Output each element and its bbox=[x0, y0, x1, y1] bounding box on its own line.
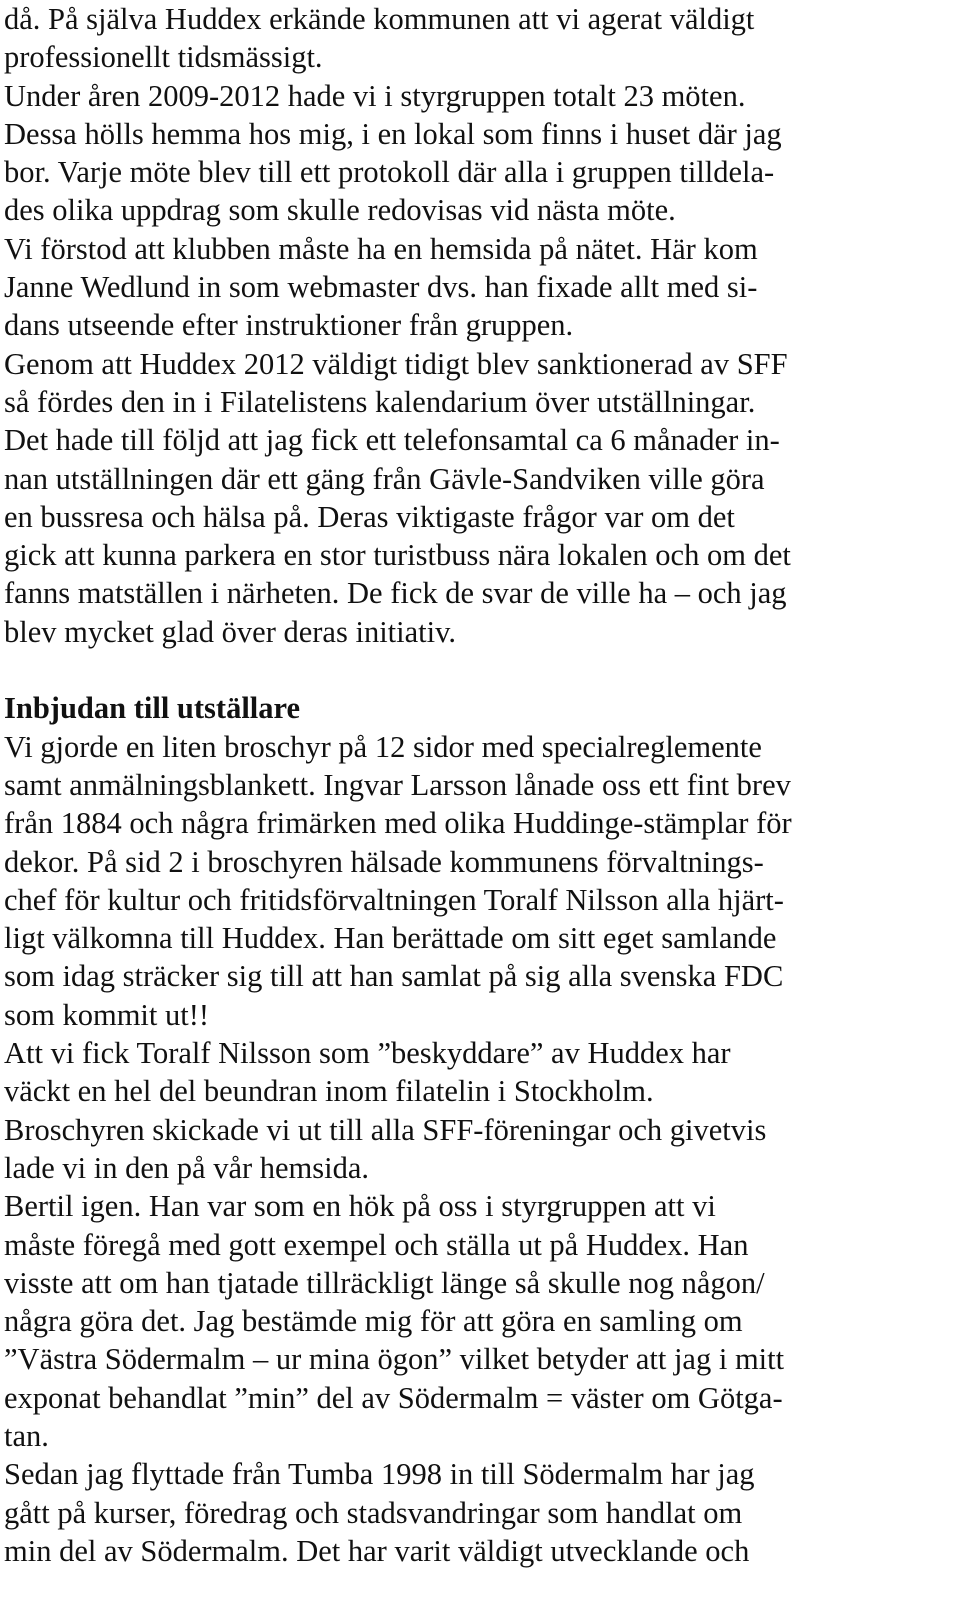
text-line: som idag sträcker sig till att han samlat på sig alla svenska FDC bbox=[4, 959, 784, 994]
text-line: Genom att Huddex 2012 väldigt tidigt blev sanktionerad av SFF bbox=[4, 346, 788, 381]
text-line: samt anmälningsblankett. Ingvar Larsson lånade oss ett fint brev bbox=[4, 767, 791, 802]
text-line: gått på kurser, föredrag och stadsvandringar som handlat om bbox=[4, 1495, 743, 1530]
text-line: då. På själva Huddex erkände kommunen att vi agerat väldigt bbox=[4, 2, 755, 36]
text-line: väckt en hel del beundran inom filatelin i Stockholm. bbox=[4, 1074, 654, 1109]
text-line: några göra det. Jag bestämde mig för att göra en samling om bbox=[4, 1304, 743, 1339]
text-line: dans utseende efter instruktioner från gruppen. bbox=[4, 308, 574, 343]
paragraph-intro bbox=[4, 0, 954, 651]
text-line: visste att om han tjatade tillräckligt länge så skulle nog någon/ bbox=[4, 1265, 765, 1300]
text-line: Vi gjorde en liten broschyr på 12 sidor med specialreglemente bbox=[4, 729, 762, 764]
text-line: måste föregå med gott exempel och ställa ut på Huddex. Han bbox=[4, 1227, 749, 1262]
text-line: som kommit ut!! bbox=[4, 997, 210, 1032]
text-line: Att vi fick Toralf Nilsson som ”beskyddare” av Huddex har bbox=[4, 1036, 731, 1071]
text-line: Dessa hölls hemma hos mig, i en lokal som finns i huset där jag bbox=[4, 116, 782, 151]
text-line: fanns matställen i närheten. De fick de svar de ville ha – och jag bbox=[4, 576, 787, 611]
text-line: gick att kunna parkera en stor turistbuss nära lokalen och om det bbox=[4, 538, 791, 573]
text-line: ”Västra Södermalm – ur mina ögon” vilket betyder att jag i mitt bbox=[4, 1342, 785, 1377]
document-page bbox=[4, 0, 954, 1570]
text-line: Under åren 2009-2012 hade vi i styrgruppen totalt 23 möten. bbox=[4, 78, 746, 113]
text-line: ligt välkomna till Huddex. Han berättade om sitt eget samlande bbox=[4, 921, 777, 956]
text-line: Bertil igen. Han var som en hök på oss i styrgruppen att vi bbox=[4, 1189, 716, 1224]
text-line: Vi förstod att klubben måste ha en hemsida på nätet. Här kom bbox=[4, 231, 758, 266]
text-line: en bussresa och hälsa på. Deras viktigaste frågor var om det bbox=[4, 499, 735, 534]
text-line: dekor. På sid 2 i broschyren hälsade kommunens förvaltnings- bbox=[4, 844, 764, 879]
text-line: bor. Varje möte blev till ett protokoll där alla i gruppen tilldela- bbox=[4, 155, 775, 190]
text-line: exponat behandlat ”min” del av Södermalm = väster om Götga- bbox=[4, 1380, 783, 1415]
text-line: professionellt tidsmässigt. bbox=[4, 40, 323, 75]
text-line: Det hade till följd att jag fick ett telefonsamtal ca 6 månader in- bbox=[4, 423, 780, 458]
paragraph-gap bbox=[4, 651, 954, 689]
text-line: Sedan jag flyttade från Tumba 1998 in till Södermalm har jag bbox=[4, 1457, 755, 1492]
section-heading: Inbjudan till utställare bbox=[4, 691, 301, 726]
text-line: nan utställningen där ett gäng från Gävle-Sandviken ville göra bbox=[4, 461, 765, 496]
text-line: tan. bbox=[4, 1418, 49, 1453]
text-line: blev mycket glad över deras initiativ. bbox=[4, 614, 456, 649]
text-line: des olika uppdrag som skulle redovisas vid nästa möte. bbox=[4, 193, 676, 228]
text-line: från 1884 och några frimärken med olika Huddinge-stämplar för bbox=[4, 806, 792, 841]
text-line: så fördes den in i Filatelistens kalendarium över utställningar. bbox=[4, 384, 756, 419]
text-line: chef för kultur och fritidsförvaltningen Toralf Nilsson alla hjärt- bbox=[4, 882, 784, 917]
paragraph-body bbox=[4, 728, 954, 1571]
text-line: lade vi in den på vår hemsida. bbox=[4, 1150, 370, 1185]
text-line: Janne Wedlund in som webmaster dvs. han fixade allt med si- bbox=[4, 270, 758, 305]
text-line: min del av Södermalm. Det har varit väldigt utvecklande och bbox=[4, 1533, 750, 1568]
text-line: Broschyren skickade vi ut till alla SFF-föreningar och givetvis bbox=[4, 1112, 767, 1147]
